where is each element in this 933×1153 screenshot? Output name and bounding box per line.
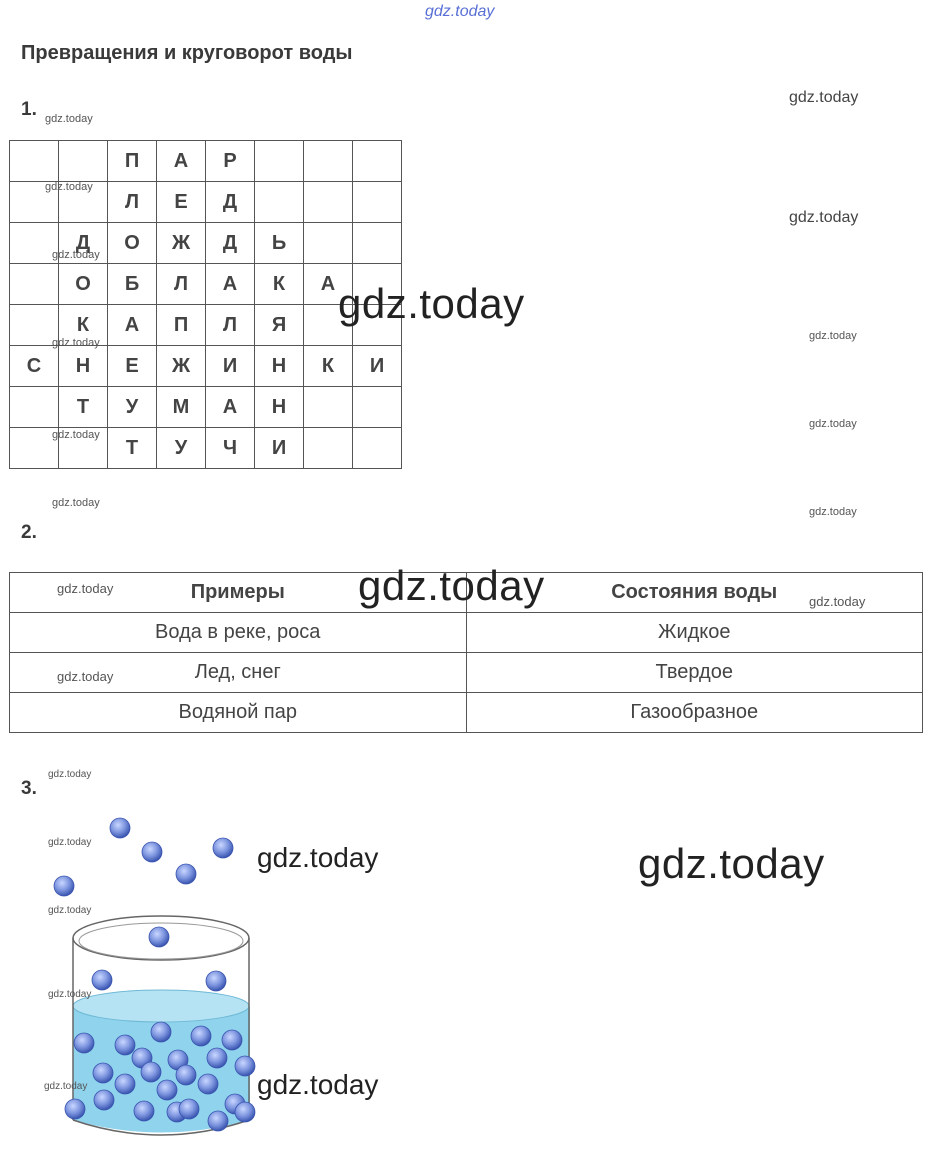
crossword-cell: Н [59,346,108,387]
water-molecule [206,971,226,991]
crossword-cell [353,387,402,428]
crossword-cell [304,182,353,223]
watermark: gdz.today [52,429,100,441]
watermark: gdz.today [45,113,93,125]
watermark: gdz.today [638,840,825,887]
crossword-cell: Ж [157,346,206,387]
state-cell: Газообразное [466,693,923,733]
water-molecule [213,838,233,858]
watermark: gdz.today [809,506,857,518]
watermark: gdz.today [358,562,545,609]
crossword-cell: К [255,264,304,305]
watermark: gdz.today [809,418,857,430]
crossword-cell: К [304,346,353,387]
crossword-cell [255,141,304,182]
water-molecule [142,842,162,862]
crossword-cell: Н [255,346,304,387]
watermark: gdz.today [48,837,92,848]
crossword-cell [304,387,353,428]
crossword-cell: Ж [157,223,206,264]
water-surface [73,990,249,1022]
crossword-cell: Я [255,305,304,346]
watermark: gdz.today [48,769,92,780]
crossword-cell: Ь [255,223,304,264]
header-examples: Примеры [10,573,467,613]
example-cell: Лед, снег [10,653,467,693]
crossword-cell: К [59,305,108,346]
crossword-cell: А [206,264,255,305]
water-molecule [176,1065,196,1085]
task2-number: 2. [21,522,37,543]
crossword-cell: Л [206,305,255,346]
watermark: gdz.today [257,1069,379,1100]
crossword-cell [353,182,402,223]
watermark: gdz.today [44,1081,88,1092]
watermark: gdz.today [809,330,857,342]
crossword-cell: Л [157,264,206,305]
watermark: gdz.today [52,497,100,509]
crossword-cell: Т [59,387,108,428]
crossword-cell: Е [108,346,157,387]
beaker-illustration [40,810,270,1145]
crossword-cell: М [157,387,206,428]
water-molecule [235,1056,255,1076]
watermark: gdz.today [52,337,100,349]
crossword-cell [10,141,59,182]
crossword-cell [304,223,353,264]
crossword-cell: Д [206,182,255,223]
crossword-cell: О [59,264,108,305]
watermark: gdz.today [789,89,859,106]
water-molecule [222,1030,242,1050]
top-watermark: gdz.today [425,3,495,20]
crossword-cell: Л [108,182,157,223]
crossword-cell: Д [59,223,108,264]
water-molecule [93,1063,113,1083]
water-molecule [134,1101,154,1121]
water-molecule [74,1033,94,1053]
water-molecule [191,1026,211,1046]
example-cell: Водяной пар [10,693,467,733]
crossword-cell [10,264,59,305]
crossword-cell: Н [255,387,304,428]
crossword-cell: П [108,141,157,182]
page-title: Превращения и круговорот воды [21,42,353,64]
water-molecule [176,864,196,884]
example-cell: Вода в реке, роса [10,613,467,653]
water-molecule [207,1048,227,1068]
table-row [10,653,923,693]
crossword-row [10,387,402,428]
watermark: gdz.today [338,280,525,327]
table-row [10,693,923,733]
crossword-cell: Р [206,141,255,182]
crossword-cell: А [157,141,206,182]
watermark: gdz.today [48,989,92,1000]
water-molecule [235,1102,255,1122]
water-molecule [65,1099,85,1119]
crossword-cell: И [353,346,402,387]
crossword-cell: Ч [206,428,255,469]
crossword-cell: Т [108,428,157,469]
water-molecule [151,1022,171,1042]
watermark: gdz.today [57,581,114,596]
crossword-cell: Б [108,264,157,305]
table-row [10,613,923,653]
state-cell: Твердое [466,653,923,693]
task1-number: 1. [21,99,37,120]
water-molecule [94,1090,114,1110]
crossword-cell [353,141,402,182]
water-molecule [149,927,169,947]
crossword-cell: И [206,346,255,387]
crossword-cell: С [10,346,59,387]
crossword-cell: А [206,387,255,428]
crossword-cell: И [255,428,304,469]
watermark: gdz.today [789,209,859,226]
water-molecule [179,1099,199,1119]
crossword-cell: А [304,264,353,305]
state-cell: Жидкое [466,613,923,653]
crossword-cell [304,141,353,182]
crossword-cell: П [157,305,206,346]
crossword-cell [304,428,353,469]
watermark: gdz.today [45,181,93,193]
watermark: gdz.today [809,594,866,609]
crossword-cell [255,182,304,223]
water-molecule [141,1062,161,1082]
crossword-cell: Д [206,223,255,264]
water-molecule [157,1080,177,1100]
crossword-cell [353,428,402,469]
water-molecule [110,818,130,838]
watermark: gdz.today [57,669,114,684]
crossword-cell [353,223,402,264]
water-molecule [115,1074,135,1094]
header-states: Состояния воды [466,573,923,613]
crossword-cell: У [108,387,157,428]
crossword-cell: А [108,305,157,346]
crossword-row [10,141,402,182]
crossword-cell: Е [157,182,206,223]
crossword-row [10,346,402,387]
crossword-cell: О [108,223,157,264]
watermark: gdz.today [48,905,92,916]
watermark: gdz.today [257,842,379,873]
water-molecule [208,1111,228,1131]
water-molecule [198,1074,218,1094]
crossword-cell: У [157,428,206,469]
crossword-cell [10,387,59,428]
watermark: gdz.today [52,249,100,261]
crossword-cell [59,141,108,182]
water-molecule [115,1035,135,1055]
task3-number: 3. [21,778,37,799]
water-molecule [92,970,112,990]
water-molecule [54,876,74,896]
